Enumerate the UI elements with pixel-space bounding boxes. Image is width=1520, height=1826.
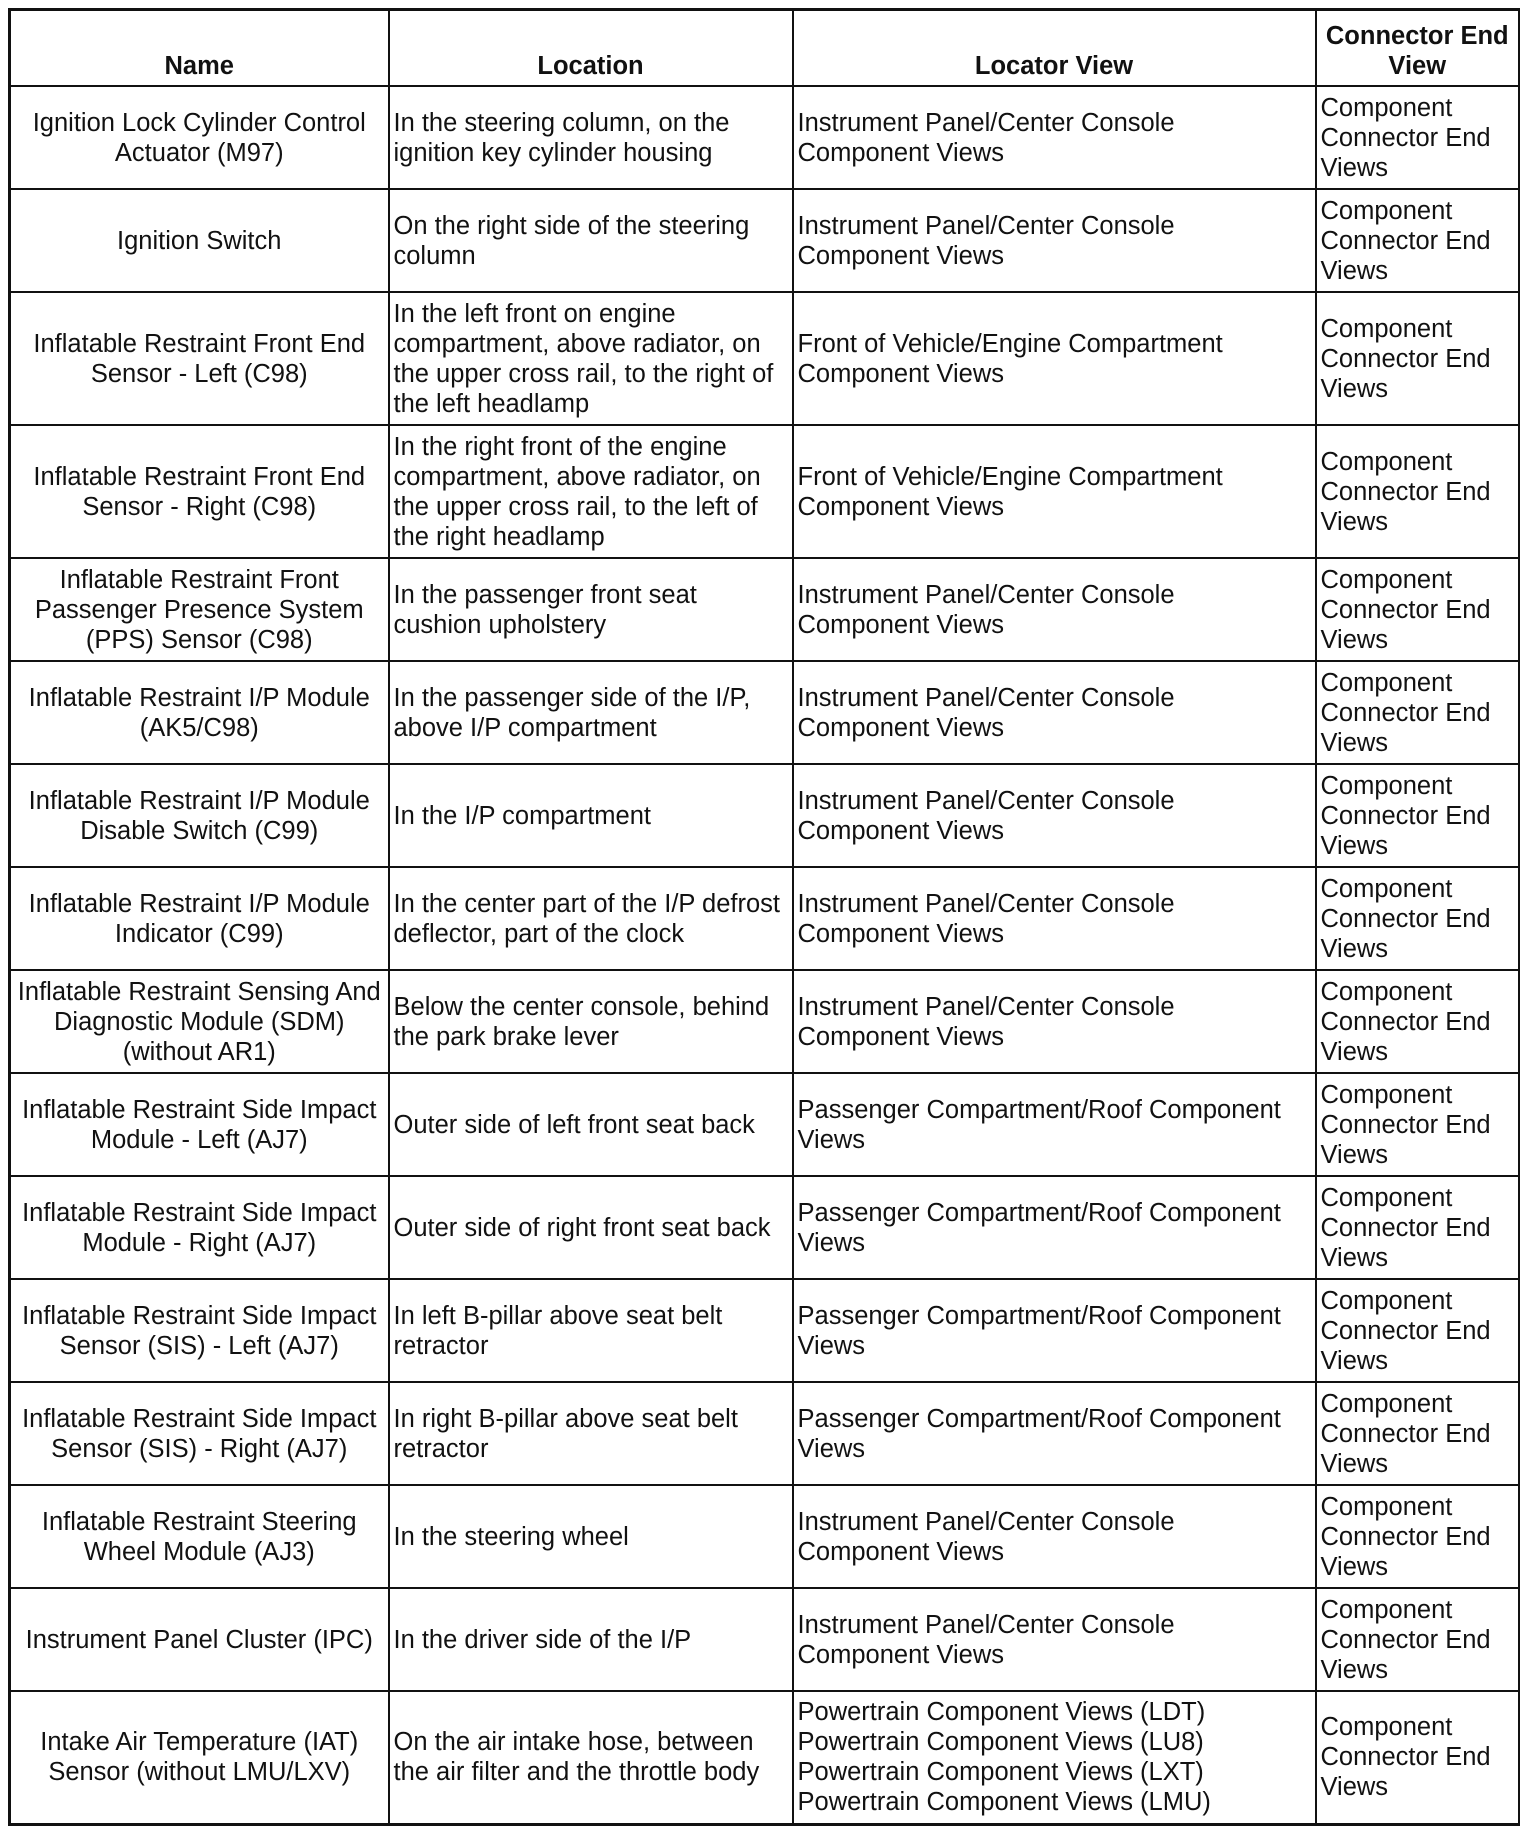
cell-locator-view: Instrument Panel/Center Console Component Views [793,1485,1316,1588]
table-row [10,189,1520,292]
cell-name: Inflatable Restraint Front Passenger Presence System (PPS) Sensor (C98) [10,558,389,661]
table-row [10,1588,1520,1691]
cell-locator-view: Instrument Panel/Center Console Component Views [793,970,1316,1073]
table-row [10,1073,1520,1176]
cell-locator-view: Front of Vehicle/Engine Compartment Component Views [793,425,1316,558]
cell-locator-view: Instrument Panel/Center Console Component Views [793,189,1316,292]
cell-connector-end-view: Component Connector End Views [1316,1279,1520,1382]
table-row [10,970,1520,1073]
header-name: Name [10,10,389,87]
cell-locator-view: Passenger Compartment/Roof Component Views [793,1176,1316,1279]
cell-locator-view: Front of Vehicle/Engine Compartment Component Views [793,292,1316,425]
header-location: Location [389,10,793,87]
cell-connector-end-view: Component Connector End Views [1316,1691,1520,1824]
cell-location: Below the center console, behind the park brake lever [389,970,793,1073]
table-row [10,764,1520,867]
cell-connector-end-view: Component Connector End Views [1316,661,1520,764]
cell-name: Instrument Panel Cluster (IPC) [10,1588,389,1691]
cell-name: Inflatable Restraint Side Impact Sensor (SIS) - Right (AJ7) [10,1382,389,1485]
cell-name: Inflatable Restraint Front End Sensor - Right (C98) [10,425,389,558]
cell-name: Ignition Switch [10,189,389,292]
cell-name: Inflatable Restraint I/P Module (AK5/C98) [10,661,389,764]
cell-connector-end-view: Component Connector End Views [1316,1382,1520,1485]
table-row [10,1691,1520,1824]
cell-location: In the passenger front seat cushion upholstery [389,558,793,661]
cell-connector-end-view: Component Connector End Views [1316,425,1520,558]
cell-connector-end-view: Component Connector End Views [1316,189,1520,292]
cell-locator-view: Instrument Panel/Center Console Component Views [793,1588,1316,1691]
cell-location: In the left front on engine compartment, above radiator, on the upper cross rail, to the right of the left headlamp [389,292,793,425]
cell-location: Outer side of left front seat back [389,1073,793,1176]
cell-name: Inflatable Restraint Side Impact Module - Right (AJ7) [10,1176,389,1279]
table-row [10,1382,1520,1485]
cell-connector-end-view: Component Connector End Views [1316,1588,1520,1691]
cell-connector-end-view: Component Connector End Views [1316,1176,1520,1279]
cell-location: In the driver side of the I/P [389,1588,793,1691]
table-row [10,86,1520,189]
table-row [10,1279,1520,1382]
cell-name: Inflatable Restraint Steering Wheel Module (AJ3) [10,1485,389,1588]
cell-connector-end-view: Component Connector End Views [1316,1073,1520,1176]
cell-name: Ignition Lock Cylinder Control Actuator (M97) [10,86,389,189]
cell-locator-view: Instrument Panel/Center Console Component Views [793,867,1316,970]
cell-location: In the steering wheel [389,1485,793,1588]
cell-locator-view: Passenger Compartment/Roof Component Views [793,1382,1316,1485]
cell-connector-end-view: Component Connector End Views [1316,970,1520,1073]
cell-connector-end-view: Component Connector End Views [1316,867,1520,970]
cell-connector-end-view: Component Connector End Views [1316,558,1520,661]
header-connector-end-view: Connector End View [1316,10,1520,87]
cell-name: Inflatable Restraint Sensing And Diagnostic Module (SDM) (without AR1) [10,970,389,1073]
cell-locator-view: Passenger Compartment/Roof Component Views [793,1279,1316,1382]
cell-location: On the right side of the steering column [389,189,793,292]
table-row [10,1485,1520,1588]
cell-name: Inflatable Restraint Side Impact Module - Left (AJ7) [10,1073,389,1176]
cell-locator-view: Passenger Compartment/Roof Component Views [793,1073,1316,1176]
cell-location: In the passenger side of the I/P, above I/P compartment [389,661,793,764]
table-row [10,558,1520,661]
cell-location: In right B-pillar above seat belt retractor [389,1382,793,1485]
cell-locator-view: Powertrain Component Views (LDT) Powertrain Component Views (LU8) Powertrain Component Views (LXT) Powertrain Component Views (LMU) [793,1691,1316,1824]
table-row [10,661,1520,764]
table-row [10,292,1520,425]
header-locator-view: Locator View [793,10,1316,87]
component-locator-table [8,8,1520,1826]
cell-connector-end-view: Component Connector End Views [1316,1485,1520,1588]
cell-connector-end-view: Component Connector End Views [1316,764,1520,867]
header-row [10,10,1520,87]
cell-locator-view: Instrument Panel/Center Console Component Views [793,86,1316,189]
table-row [10,1176,1520,1279]
cell-location: In the I/P compartment [389,764,793,867]
cell-name: Inflatable Restraint Side Impact Sensor (SIS) - Left (AJ7) [10,1279,389,1382]
cell-name: Intake Air Temperature (IAT) Sensor (without LMU/LXV) [10,1691,389,1824]
cell-locator-view: Instrument Panel/Center Console Component Views [793,661,1316,764]
table-row [10,425,1520,558]
cell-locator-view: Instrument Panel/Center Console Component Views [793,764,1316,867]
cell-location: In the steering column, on the ignition key cylinder housing [389,86,793,189]
cell-connector-end-view: Component Connector End Views [1316,86,1520,189]
cell-location: On the air intake hose, between the air filter and the throttle body [389,1691,793,1824]
cell-location: In the center part of the I/P defrost deflector, part of the clock [389,867,793,970]
cell-location: In the right front of the engine compartment, above radiator, on the upper cross rail, to the left of the right headlamp [389,425,793,558]
cell-name: Inflatable Restraint I/P Module Indicator (C99) [10,867,389,970]
cell-location: In left B-pillar above seat belt retractor [389,1279,793,1382]
cell-locator-view: Instrument Panel/Center Console Component Views [793,558,1316,661]
cell-connector-end-view: Component Connector End Views [1316,292,1520,425]
table-row [10,867,1520,970]
cell-name: Inflatable Restraint I/P Module Disable Switch (C99) [10,764,389,867]
cell-location: Outer side of right front seat back [389,1176,793,1279]
cell-name: Inflatable Restraint Front End Sensor - Left (C98) [10,292,389,425]
